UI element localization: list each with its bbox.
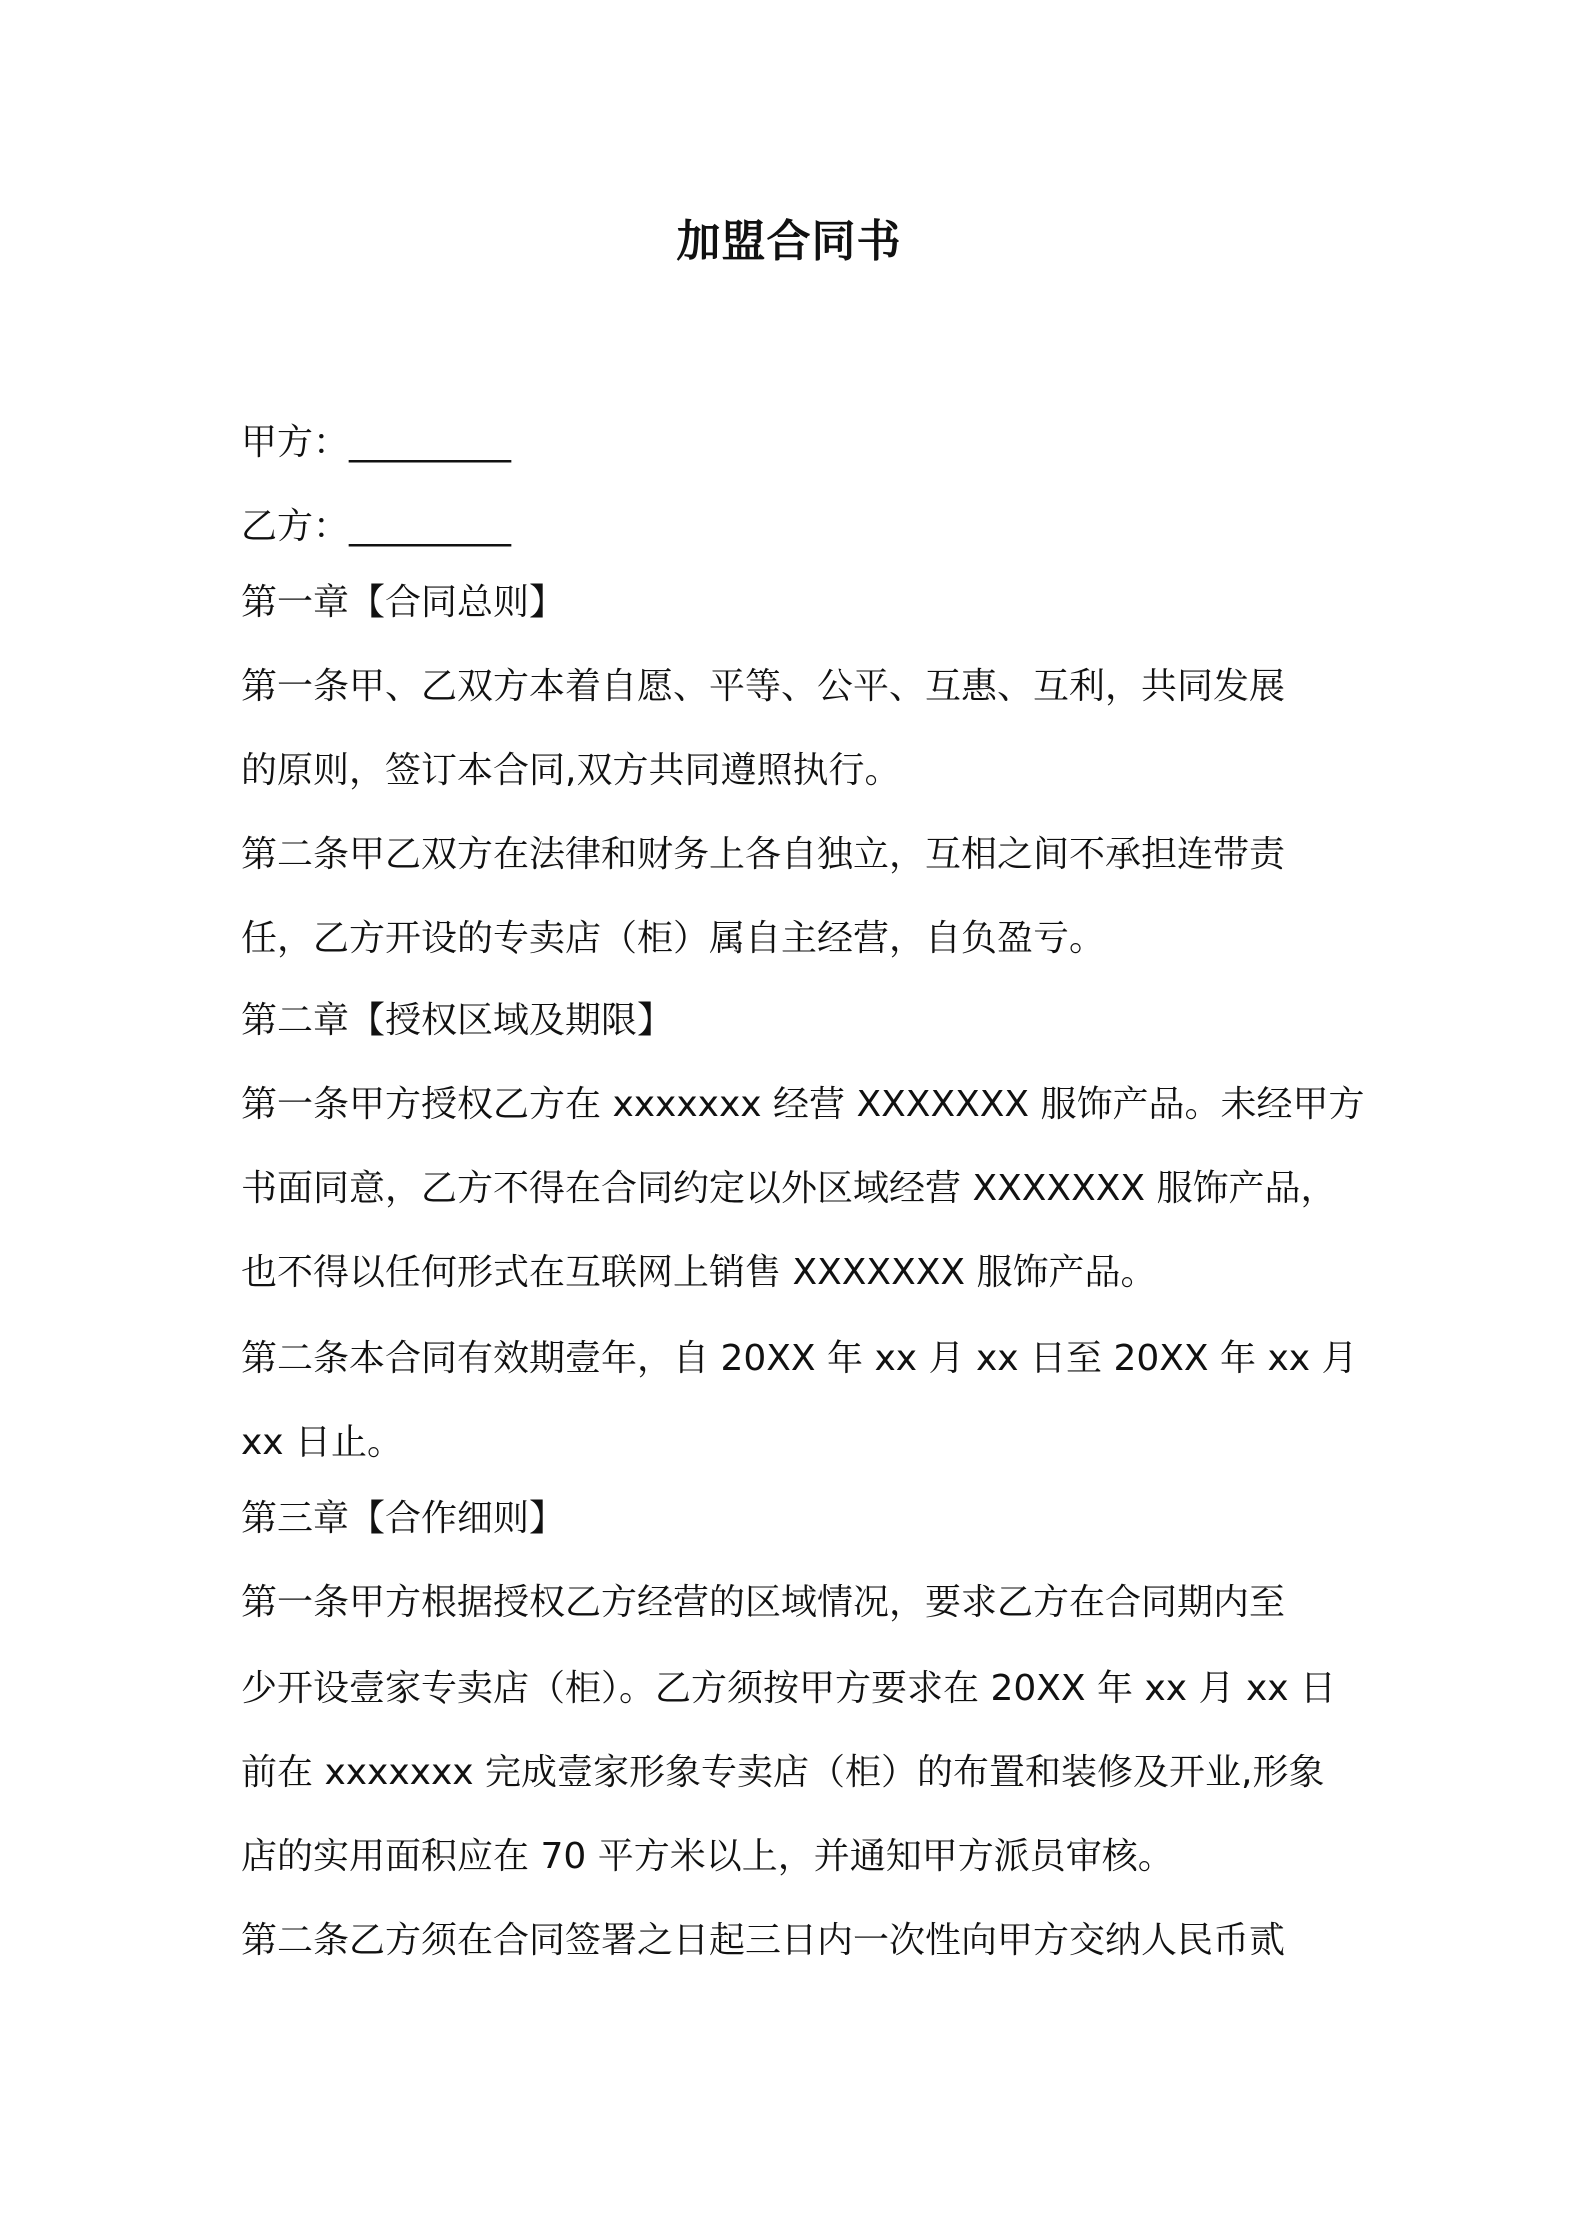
chapter-1-heading: 第一章【合同总则】: [241, 582, 566, 623]
body-line: 也不得以任何形式在互联网上销售 XXXXXXX 服饰产品。: [241, 1252, 1157, 1293]
chapter-2-heading: 第二章【授权区域及期限】: [241, 1000, 674, 1041]
body-line: 第二条甲乙双方在法律和财务上各自独立，互相之间不承担连带责: [241, 834, 1286, 875]
body-line: 少开设壹家专卖店（柜）。乙方须按甲方要求在 20XX 年 xx 月 xx 日: [241, 1668, 1337, 1709]
chapter-3-heading: 第三章【合作细则】: [241, 1498, 566, 1539]
body-line: 第一条甲、乙双方本着自愿、平等、公平、互惠、互利，共同发展: [241, 666, 1286, 707]
body-line: 第一条甲方授权乙方在 xxxxxxx 经营 XXXXXXX 服饰产品。未经甲方: [241, 1084, 1365, 1125]
party-a-line: 甲方：_________: [241, 422, 512, 463]
party-b-line: 乙方：_________: [241, 506, 512, 547]
body-line: 第一条甲方根据授权乙方经营的区域情况，要求乙方在合同期内至: [241, 1582, 1286, 1623]
document-title: 加盟合同书: [676, 216, 902, 267]
body-line: 第二条乙方须在合同签署之日起三日内一次性向甲方交纳人民币贰: [241, 1920, 1286, 1961]
body-line: 的原则，签订本合同,双方共同遵照执行。: [241, 750, 901, 791]
body-line: 店的实用面积应在 70 平方米以上，并通知甲方派员审核。: [241, 1836, 1174, 1877]
body-line: xx 日止。: [241, 1422, 404, 1463]
body-line: 第二条本合同有效期壹年，自 20XX 年 xx 月 xx 日至 20XX 年 xx 月: [241, 1338, 1358, 1379]
body-line: 书面同意，乙方不得在合同约定以外区域经营 XXXXXXX 服饰产品，: [241, 1168, 1337, 1209]
body-line: 前在 xxxxxxx 完成壹家形象专卖店（柜）的布置和装修及开业,形象: [241, 1752, 1325, 1793]
body-line: 任，乙方开设的专卖店（柜）属自主经营，自负盈亏。: [241, 918, 1106, 959]
